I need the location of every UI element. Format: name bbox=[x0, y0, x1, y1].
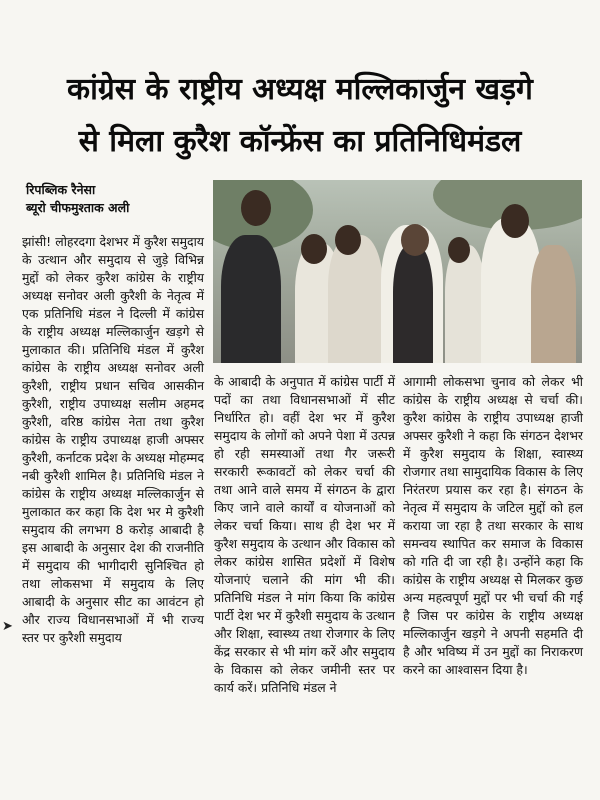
byline-publication: रिपब्लिक रैनेसा bbox=[26, 182, 96, 197]
headline-line-2: से मिला कुरैश कॉन्फ्रेंस का प्रतिनिधिमंडल bbox=[78, 124, 522, 159]
margin-arrow-icon: ➤ bbox=[2, 619, 13, 634]
column-3-text: आगामी लोकसभा चुनाव को लेकर भी कांग्रेस के राष्ट्रीय अध्यक्ष से चर्चा की। कुरैश कांग्रेस के राष्ट्रीय उपाध्यक्ष हाजी अफ्सर कुरैशी ने कहा कि संगठन देशभर में कुरैश समुदाय के शिक्षा, स्वास्थ्य रोजगार तथा सामुदायिक विकास के लिए निरंतरण प्रयास कर रहा है। संगठन के नेतृत्व में समुदाय के जटिल मुद्दों को हल कराया जा रहा है तथा सरकार के साथ समन्वय स्थापित कर समाज के विकास को गति दी जा रही है। उन्होंने कहा कि कांग्रेस के राष्ट्रीय अध्यक्ष से मिलकर कुछ अन्य महत्वपूर्ण मुद्दों पर भी चर्चा की गई है जिस पर कांग्रेस के राष्ट्रीय अध्यक्ष मल्लिकार्जुन खड़गे ने अपनी सहमति दी है और भविष्य में उन मुद्दों का निराकरण करने का आश्वासन दिया है। bbox=[403, 374, 583, 677]
headline-line-1: कांग्रेस के राष्ट्रीय अध्यक्ष मल्लिकार्जुन खड़गे bbox=[67, 72, 533, 107]
column-1-text: झांसी! लोहरदगा देशभर में कुरैश समुदाय के उत्थान और समुदाय से जुड़े विभिन्न मुद्दों को लेकर कुरैश कांग्रेस के राष्ट्रीय अध्यक्ष सनोवर अली कुरैशी के नेतृत्व में एक प्रतिनिधि मंडल ने दिल्ली में कांग्रेस के राष्ट्रीय अध्यक्ष मल्लिकार्जुन खड़गे से मुलाकात की। प्रतिनिधि मंडल में कुरैश कांग्रेस के राष्ट्रीय अध्यक्ष सनोवर अली कुरैशी, राष्ट्रीय प्रधान सचिव आसकीन कुरैशी, राष्ट्रीय उपाध्यक्ष सलीम अहमद कुरैशी, वरिष्ठ कांग्रेस नेता तथा कुरैश कांग्रेस के राष्ट्रीय उपाध्यक्ष हाजी अफ्सर कुरैशी, कर्नाटक प्रदेश के अध्यक्ष मोहम्मद नबी कुरैशी शामिल है। प्रतिनिधि मंडल ने कांग्रेस के राष्ट्रीय अध्यक्ष मल्लिकार्जुन से मुलाकात कर कहा कि देश भर मे कुरैशी समुदाय की लगभग 8 करोड़ आबादी है इस आबादी के अनुसार देश की राजनीति में समुदाय की भागीदारी सुनिश्चित हो तथा लोकसभा में समुदाय के लिए आबादी के अनुसार सीट का आवंटन हो और राज्य विधानसभाओं में भी राज्य स्तर पर कुरैशी समुदाय bbox=[22, 234, 204, 645]
byline-reporter: ब्यूरो चीफमुश्ताक अली bbox=[26, 200, 130, 215]
article-column-3 bbox=[403, 373, 583, 679]
column-2-text: के आबादी के अनुपात में कांग्रेस पार्टी में पदों का तथा विधानसभाओं में सीट निर्धारित हो। वहीं देश भर में कुरैश समुदाय के लोगों को अपने पेशा में उत्पन्न हो रही समस्याओं तथा गैर जरूरी सरकारी रूकावटों को लेकर चर्चा की तथा आने वाले समय में संगठन के द्वारा किए जाने वाले कार्यों व योजनाओं को लेकर चर्चा किया। साथ ही देश भर में कुरैश समुदाय के उत्थान और विकास को लेकर कांग्रेस शासित प्रदेशों में विशेष योजनाएं चलाने की मांग भी की। प्रतिनिधि मंडल ने मांग किया कि कांग्रेस पार्टी देश भर में कुरैशी समुदाय के उत्थान और शिक्षा, स्वास्थ्य तथा रोजगार के लिए केंद्र सरकार से भी मांग करें और समुदाय के विकास को लेकर जमीनी स्तर पर कार्य करें। प्रतिनिधि मंडल ने bbox=[214, 374, 395, 695]
article-column-1 bbox=[22, 233, 204, 647]
byline bbox=[26, 181, 129, 217]
article-column-2 bbox=[214, 373, 395, 697]
article-photo bbox=[213, 180, 582, 363]
